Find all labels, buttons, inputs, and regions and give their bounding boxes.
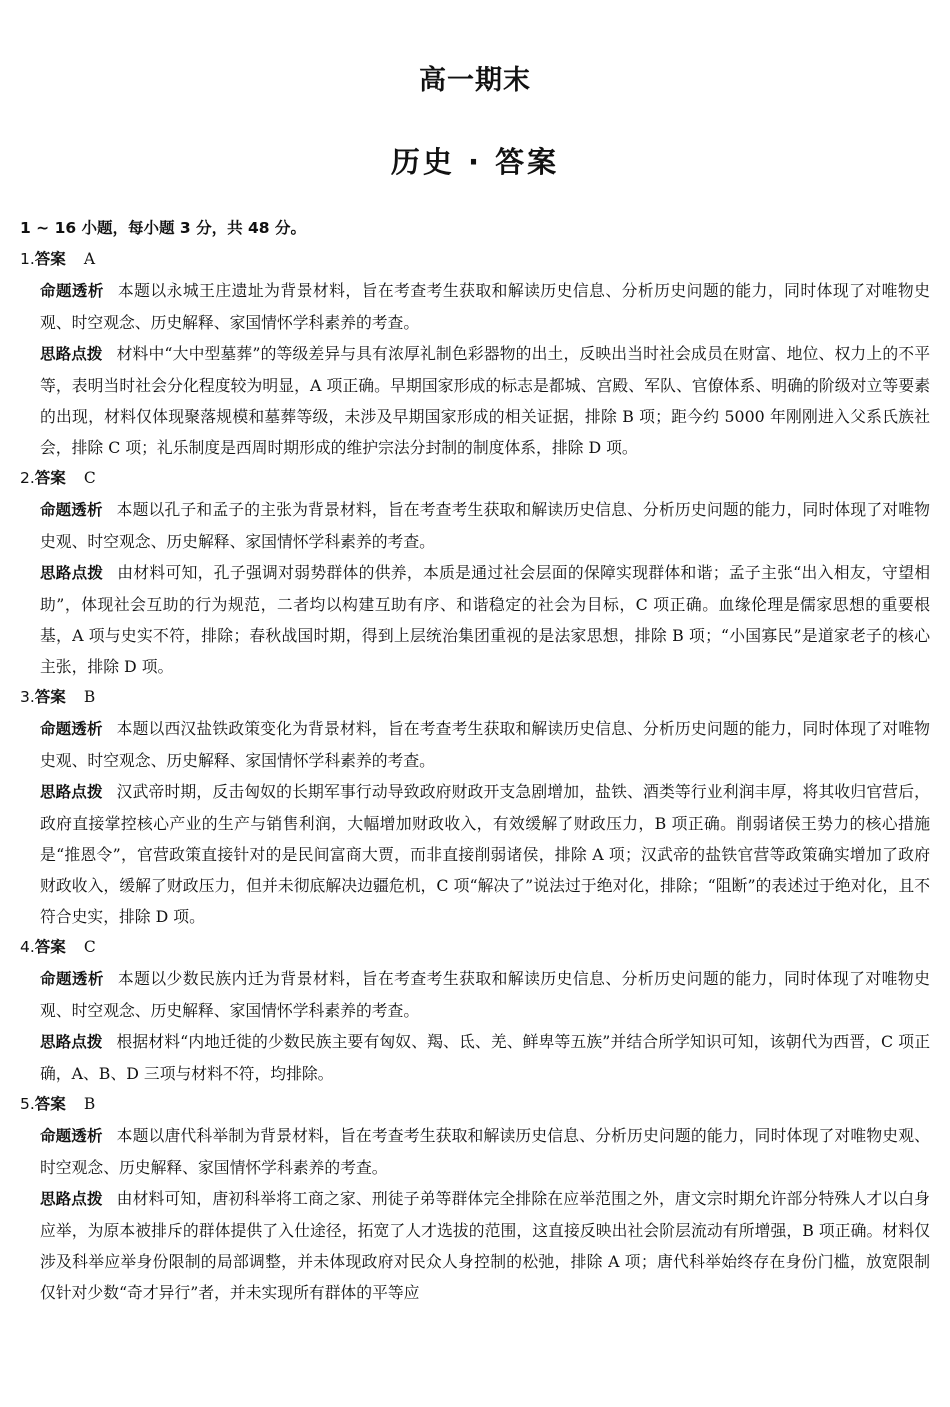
approach-text: 材料中“大中型墓葬”的等级差异与具有浓厚礼制色彩器物的出土，反映出当时社会成员在财富、地位、权力上的不平等，表明当时社会分化程度较为明显，A 项正确。早期国家形成的标志是都城、宫殿、军队、官僚体系、明确的阶级对立等要素的出现，材料仅体现聚落规模和墓葬等级，未涉及早期国家形成的相关证据，排除 B 项；距今约 5000 年刚刚进入父系氏族社会，排除 C 项；礼乐制度是西周时期形成的维护宗法分封制的制度体系，排除 D 项。 (40, 344, 930, 457)
analysis-text: 本题以唐代科举制为背景材料，旨在考查考生获取和解读历史信息、分析历史问题的能力，同时体现了对唯物史观、时空观念、历史解释、家国情怀学科素养的考查。 (40, 1126, 930, 1177)
answer-label: 答案 (34, 250, 66, 268)
page-subtitle: 历史 · 答案 (390, 145, 560, 179)
approach-paragraph (20, 1183, 930, 1308)
approach-text: 汉武帝时期，反击匈奴的长期军事行动导致政府财政开支急剧增加，盐铁、酒类等行业利润丰厚，将其收归官营后，政府直接掌控核心产业的生产与销售利润，大幅增加财政收入，有效缓解了财政压力，B 项正确。削弱诸侯王势力的核心措施是“推恩令”，官营政策直接针对的是民间富商大贾，而非直接削弱诸侯，排除 A 项；汉武帝的盐铁官营等政策确实增加了政府财政收入，缓解了财政压力，但并未彻底解决边疆危机，C 项“解决了”说法过于绝对化，排除；“阻断”的表述过于绝对化，且不符合史实，排除 D 项。 (40, 782, 930, 926)
analysis-paragraph (20, 713, 930, 776)
approach-label: 思路点拨 (40, 345, 103, 363)
approach-text: 由材料可知，孔子强调对弱势群体的供养，本质是通过社会层面的保障实现群体和谐；孟子主张“出入相友，守望相助”，体现社会互助的行为规范，二者均以构建互助有序、和谐稳定的社会为目标，C 项正确。血缘伦理是儒家思想的重要根基，A 项与史实不符，排除；春秋战国时期，得到上层统治集团重视的是法家思想，排除 B 项；“小国寡民”是道家老子的核心主张，排除 D 项。 (40, 563, 930, 676)
analysis-paragraph (20, 494, 930, 557)
question-list (20, 244, 930, 1308)
answer-value: A (83, 250, 96, 268)
analysis-text: 本题以西汉盐铁政策变化为背景材料，旨在考查考生获取和解读历史信息、分析历史问题的能力，同时体现了对唯物史观、时空观念、历史解释、家国情怀学科素养的考查。 (40, 719, 930, 770)
answer-line (20, 463, 930, 494)
question-block (20, 463, 930, 682)
answer-line (20, 932, 930, 963)
answer-line (20, 244, 930, 275)
question-block (20, 244, 930, 463)
approach-label: 思路点拨 (40, 1190, 103, 1208)
answer-value: B (83, 688, 96, 706)
approach-paragraph (20, 338, 930, 463)
answer-value: C (83, 469, 96, 487)
analysis-text: 本题以少数民族内迁为背景材料，旨在考查考生获取和解读历史信息、分析历史问题的能力，同时体现了对唯物史观、时空观念、历史解释、家国情怀学科素养的考查。 (40, 969, 930, 1020)
question-block (20, 932, 930, 1089)
approach-label: 思路点拨 (40, 564, 104, 582)
question-number: 5. (20, 1095, 35, 1113)
analysis-label: 命题透析 (40, 1127, 103, 1145)
approach-text: 根据材料“内地迁徙的少数民族主要有匈奴、羯、氐、羌、鲜卑等五族”并结合所学知识可知，该朝代为西晋，C 项正确，A、B、D 三项与材料不符，均排除。 (40, 1032, 930, 1083)
analysis-paragraph (20, 963, 930, 1026)
answer-value: C (83, 938, 96, 956)
analysis-text: 本题以孔子和孟子的主张为背景材料，旨在考查考生获取和解读历史信息、分析历史问题的能力，同时体现了对唯物史观、时空观念、历史解释、家国情怀学科素养的考查。 (40, 500, 930, 551)
analysis-label: 命题透析 (40, 282, 104, 300)
analysis-label: 命题透析 (40, 970, 104, 988)
approach-label: 思路点拨 (40, 783, 103, 801)
answer-label: 答案 (34, 469, 66, 487)
answer-label: 答案 (34, 1095, 66, 1113)
analysis-label: 命题透析 (40, 501, 103, 519)
question-number: 4. (20, 938, 35, 956)
page-title: 高一期末 (419, 65, 531, 96)
analysis-paragraph (20, 1120, 930, 1183)
answer-value: B (83, 1095, 96, 1113)
answer-label: 答案 (34, 688, 66, 706)
question-number: 2. (20, 469, 35, 487)
approach-text: 由材料可知，唐初科举将工商之家、刑徒子弟等群体完全排除在应举范围之外，唐文宗时期允许部分特殊人才以白身应举，为原本被排斥的群体提供了入仕途径，拓宽了人才选拔的范围，这直接反映出社会阶层流动有所增强，B 项正确。材料仅涉及科举应举身份限制的局部调整，并未体现政府对民众人身控制的松弛，排除 A 项；唐代科举始终存在身份门槛，放宽限制仅针对少数“奇才异行”者，并未实现所有群体的平等应 (40, 1189, 930, 1302)
analysis-paragraph (20, 275, 930, 338)
answer-line (20, 1089, 930, 1120)
approach-paragraph (20, 557, 930, 682)
answer-content (20, 213, 930, 1308)
scoring-intro: 1 ~ 16 小题，每小题 3 分，共 48 分。 (20, 219, 306, 237)
approach-paragraph (20, 1026, 930, 1089)
approach-label: 思路点拨 (40, 1033, 103, 1051)
question-number: 1. (20, 250, 35, 268)
answer-label: 答案 (34, 938, 66, 956)
approach-paragraph (20, 776, 930, 932)
question-number: 3. (20, 688, 35, 706)
question-block (20, 682, 930, 932)
answer-line (20, 682, 930, 713)
analysis-text: 本题以永城王庄遗址为背景材料，旨在考查考生获取和解读历史信息、分析历史问题的能力，同时体现了对唯物史观、时空观念、历史解释、家国情怀学科素养的考查。 (40, 281, 930, 332)
question-block (20, 1089, 930, 1308)
analysis-label: 命题透析 (40, 720, 103, 738)
